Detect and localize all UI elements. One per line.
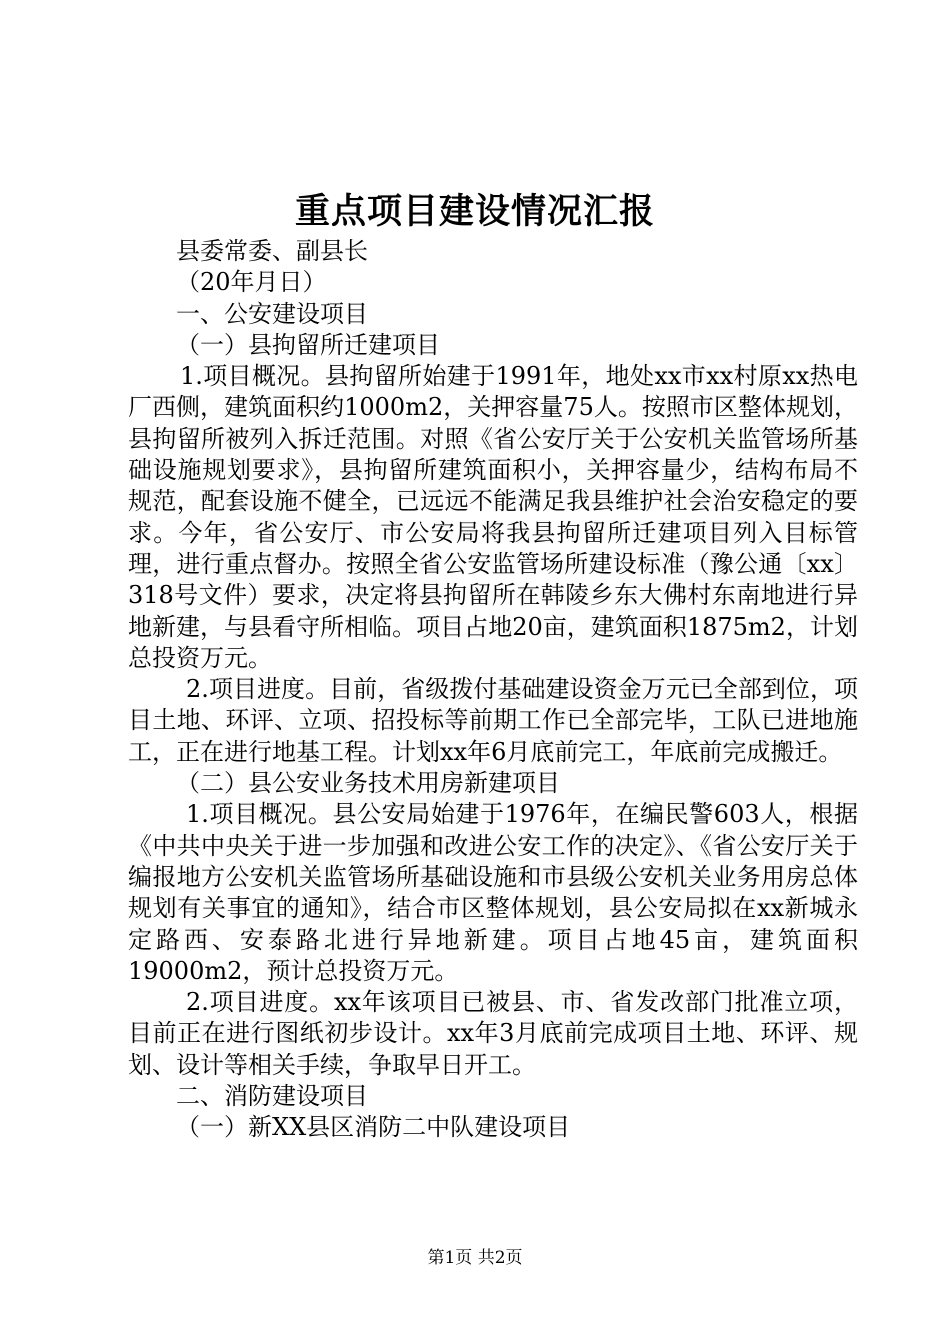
paragraph: 1.项目概况。县拘留所始建于1991年，地处xx市xx村原xx热电厂西侧，建筑面积约1000m2，关押容量75人。按照市区整体规划，县拘留所被列入拆迁范围。对照《省公安厅关于公安机关监管场所基础设施规划要求》，县拘留所建筑面积小，关押容量少，结构布局不规范，配套设施不健全，已远远不能满足我县维护社会治安稳定的要求。今年，省公安厅、市公安局将我县拘留所迁建项目列入目标管理，进行重点督办。按照全省公安监管场所建设标准（豫公通〔xx〕318号文件）要求，决定将县拘留所在韩陵乡东大佛村东南地进行异地新建，与县看守所相临。项目占地20亩，建筑面积1875m2，计划总投资万元。: [128, 362, 858, 672]
paragraph: 1.项目概况。县公安局始建于1976年，在编民警603人，根据《中共中央关于进一步加强和改进公安工作的决定》、《省公安厅关于编报地方公安机关监管场所基础设施和市县级公安机关业务用房总体规划有关事宜的通知》，结合市区整体规划，县公安局拟在xx新城永定路西、安泰路北进行异地新建。项目占地45亩，建筑面积19000m2，预计总投资万元。: [128, 800, 858, 985]
date-line: （20年月日）: [176, 268, 327, 297]
subsection-heading: （一）县拘留所迁建项目: [176, 330, 440, 359]
section-heading: 一、公安建设项目: [176, 299, 368, 328]
document-title: 重点项目建设情况汇报: [294, 191, 655, 232]
author-line: 县委常委、副县长: [176, 237, 368, 265]
paragraph: 2.项目进度。xx年该项目已被县、市、省发改部门批准立项，目前正在进行图纸初步设计。xx年3月底前完成项目土地、环评、规划、设计等相关手续，争取早日开工。: [128, 988, 858, 1079]
page-footer: 第1页 共2页: [427, 1248, 523, 1268]
subsection-heading: （二）县公安业务技术用房新建项目: [176, 769, 560, 798]
section-heading: 二、消防建设项目: [176, 1082, 368, 1111]
paragraph: 2.项目进度。目前，省级拨付基础建设资金万元已全部到位，项目土地、环评、立项、招投标等前期工作已全部完毕，工队已进地施工，正在进行地基工程。计划xx年6月底前完工，年底前完成搬迁。: [128, 675, 858, 766]
document-body: [128, 236, 858, 1144]
subsection-heading: （一）新XX县区消防二中队建设项目: [176, 1113, 571, 1142]
